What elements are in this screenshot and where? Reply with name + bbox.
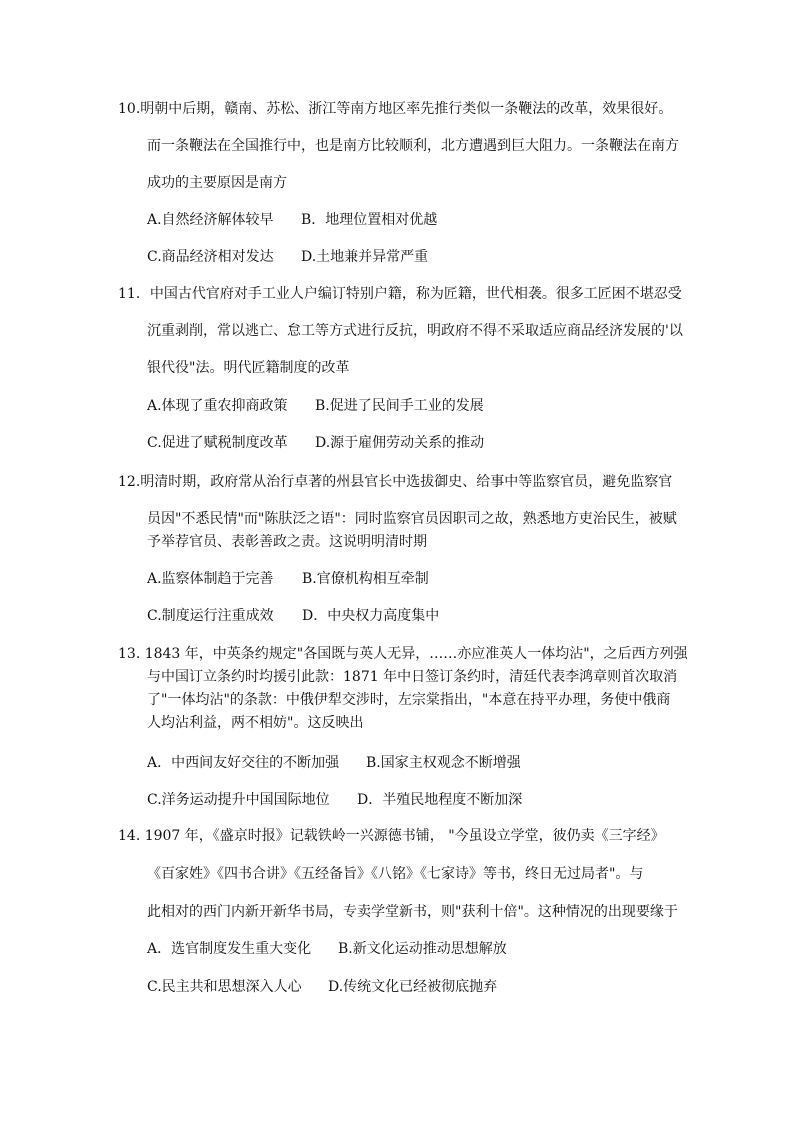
question-13-line-1: 13. 1843 年，中英条约规定"各国既与英人无异，……亦应准英人一体均沾"，之后西方列强 <box>118 646 688 662</box>
question-11-line-1: 11．中国古代官府对手工业人户编订特别户籍，称为匠籍，世代相袭。很多工匠困不堪忍受 <box>118 286 682 302</box>
question-14-option-d: D.传统文化已经被彻底抛弃 <box>328 979 498 995</box>
question-11-option-b: B.促进了民间手工业的发展 <box>315 398 484 414</box>
question-12-line-3: 予举荐官员、表彰善政之责。这说明明清时期 <box>147 534 427 550</box>
question-14-line-2: 《百家姓》《四书合讲》《五经备旨》《八铭》《七家诗》等书，终日无过局者"。与 <box>147 866 644 882</box>
question-12-option-c: C.制度运行注重成效 <box>147 608 274 624</box>
question-10-line-2: 而一条鞭法在全国推行中，也是南方比较顺利，北方遭遇到巨大阻力。一条鞭法在南方 <box>147 138 679 154</box>
question-11-line-2: 沉重剥削，常以逃亡、怠工等方式进行反抗，明政府不得不采取适应商品经济发展的'以 <box>147 323 683 339</box>
question-14-line-1: 14. 1907 年，《盛京时报》记载铁岭一兴源德书铺， "今虽设立学堂，彼仍卖《三字经》 <box>118 828 665 844</box>
question-13-line-2: 与中国订立条约时均援引此款：1871 年中日签订条约时，清廷代表李鸿章则首次取消 <box>147 669 678 685</box>
question-13-line-4: 人均沾利益，两不相妨"。这反映出 <box>147 715 364 731</box>
question-14-option-b: B.新文化运动推动思想解放 <box>338 941 507 957</box>
question-13-option-a: A．中西间友好交往的不断加强 <box>147 755 340 771</box>
question-12-line-1: 12.明清时期，政府常从治行卓著的州县官长中选拔御史、给事中等监察官员，避免监察官 <box>118 474 673 490</box>
question-11-option-a: A.体现了重农抑商政策 <box>147 398 288 414</box>
question-13-option-b: B.国家主权观念不断增强 <box>366 755 521 771</box>
question-12-option-a: A.监察体制趋于完善 <box>147 571 274 587</box>
question-10-option-c: C.商品经济相对发达 <box>147 249 274 265</box>
question-10-line-1: 10.明朝中后期，赣南、苏松、浙江等南方地区率先推行类似一条鞭法的改革，效果很好。 <box>118 101 673 117</box>
question-12-option-b: B.官僚机构相互牵制 <box>302 571 429 587</box>
question-12-option-d: D．中央权力高度集中 <box>302 608 440 624</box>
question-10-option-d: D.土地兼并异常严重 <box>301 249 429 265</box>
question-14-option-a: A．选官制度发生重大变化 <box>147 941 312 957</box>
question-10-line-3: 成功的主要原因是南方 <box>147 175 287 191</box>
question-14-option-c: C.民主共和思想深入人心 <box>147 979 302 995</box>
question-11-line-3: 银代役"法。明代匠籍制度的改革 <box>147 360 350 376</box>
question-12-line-2: 员因"不悉民情"而"陈肤泛之语"：同时监察官员因职司之故，熟悉地方吏治民生，被赋 <box>147 511 677 527</box>
question-11-option-d: D.源于雇佣劳动关系的推动 <box>315 435 485 451</box>
question-14-line-3: 此相对的西门内新开新华书局，专卖学堂新书，则"获利十倍"。这种情况的出现要缘于 <box>147 904 678 920</box>
question-13-option-c: C.洋务运动提升中国国际地位 <box>147 792 330 808</box>
question-13-line-3: 了"一体均沾"的条款：中俄伊犁交涉时，左宗棠指出，"本意在持平办理，务使中俄商 <box>147 692 671 708</box>
question-13-option-d: D．半殖民地程度不断加深 <box>357 792 523 808</box>
question-10-option-b: B．地理位置相对优越 <box>301 212 438 228</box>
question-10-option-a: A.自然经济解体较早 <box>147 212 274 228</box>
question-11-option-c: C.促进了赋税制度改革 <box>147 435 288 451</box>
